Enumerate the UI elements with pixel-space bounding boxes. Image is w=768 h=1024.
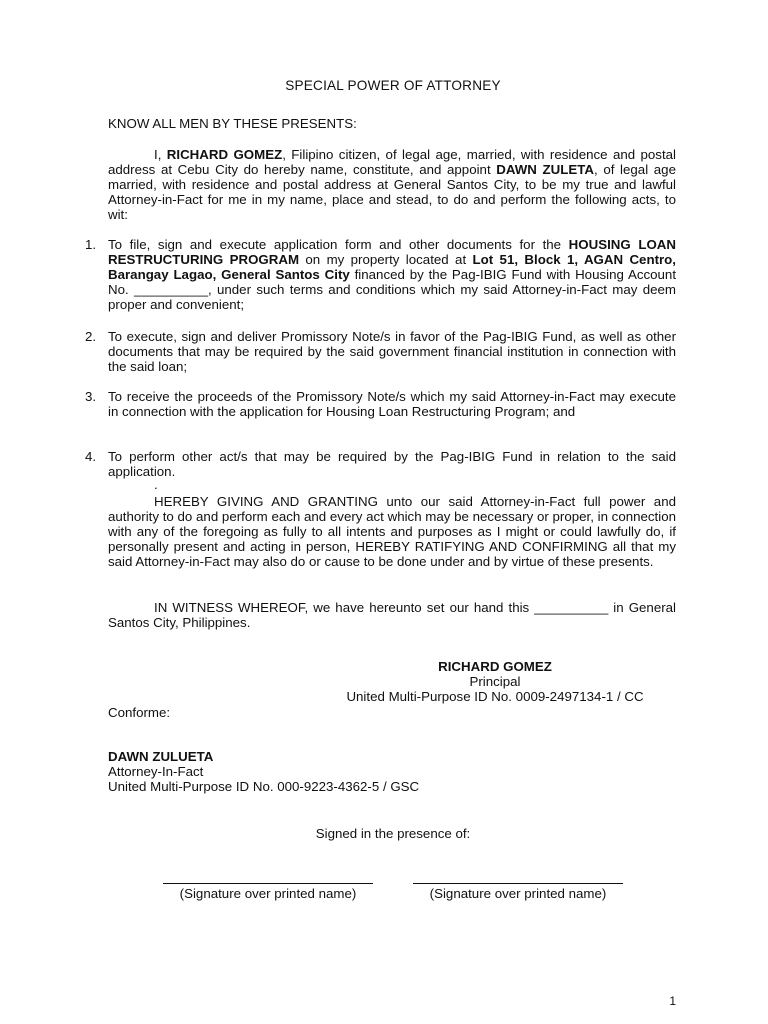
- attorney-name: DAWN ZULETA: [496, 162, 594, 178]
- presence-label: Signed in the presence of:: [315, 826, 471, 841]
- program-name: HOUSING LOAN RESTRUCTURING PROGRAM: [108, 237, 676, 268]
- item-text: on my property located at: [299, 252, 473, 268]
- list-item: To perform other act/s that may be required by the Pag-IBIG Fund in relation to the said application.: [108, 449, 676, 480]
- stray-mark: .: [154, 477, 158, 492]
- attorney-role: Attorney-In-Fact: [108, 764, 204, 780]
- principal-id: United Multi-Purpose ID No. 0009-2497134-1 / CC: [346, 689, 644, 705]
- witness-signature-line: [163, 883, 373, 884]
- witness-paragraph: IN WITNESS WHEREOF, we have hereunto set our hand this __________ in General Santos City, Philippines.: [108, 600, 676, 631]
- witness-signature-line: [413, 883, 623, 884]
- list-number: 2.: [85, 329, 97, 344]
- list-item: [108, 237, 676, 312]
- page-number: 1: [669, 994, 676, 1008]
- list-number: 4.: [85, 449, 97, 464]
- intro-text-3: , of legal age married, with residence and postal address at General Santos City, to be my true and lawful Attorney-in-Fact for me in my name, place and stead, to do and perform the following acts, to wit:: [108, 162, 676, 223]
- principal-role: Principal: [469, 674, 521, 690]
- list-item: To execute, sign and deliver Promissory Note/s in favor of the Pag-IBIG Fund, as well as other documents that may be required by the said government financial institution in connection with the said loan;: [108, 329, 676, 375]
- intro-paragraph: [108, 147, 676, 222]
- list-number: 1.: [85, 237, 97, 252]
- witness-caption: (Signature over printed name): [179, 886, 357, 901]
- intro-text-1: I,: [154, 147, 167, 162]
- principal-name: RICHARD GOMEZ: [166, 147, 283, 162]
- conforme-label: Conforme:: [108, 705, 171, 720]
- intro-text-2: , Filipino citizen, of legal age, married, with residence and postal address at Cebu City do hereby name, constitute, and appoint: [108, 147, 676, 178]
- list-number: 3.: [85, 389, 97, 404]
- item-text: To file, sign and execute application form and other documents for the: [108, 237, 569, 252]
- document-title: SPECIAL POWER OF ATTORNEY: [285, 78, 501, 93]
- principal-signature-block: [326, 659, 664, 704]
- item-text: financed by the Pag-IBIG Fund with Housing Account No. __________, under such terms and conditions which my said Attorney-in-Fact may deem proper and convenient;: [108, 267, 677, 313]
- witness-caption: (Signature over printed name): [429, 886, 607, 901]
- attorney-signature-name: DAWN ZULUETA: [108, 749, 214, 764]
- granting-paragraph: HEREBY GIVING AND GRANTING unto our said Attorney-in-Fact full power and authority to do and perform each and every act which may be necessary or proper, in connection with any of the foregoing as fully to all intents and purposes as I might or could lawfully do, if personally present and acting in person, HEREBY RATIFYING AND CONFIRMING all that my said Attorney-in-Fact may also do or cause to be done under and by virtue of these presents.: [108, 494, 676, 570]
- attorney-id: United Multi-Purpose ID No. 000-9223-4362-5 / GSC: [108, 779, 420, 795]
- principal-signature-name: RICHARD GOMEZ: [438, 659, 552, 674]
- property-location: Lot 51, Block 1, AGAN Centro, Barangay Lagao, General Santos City: [108, 252, 676, 283]
- opening-line: KNOW ALL MEN BY THESE PRESENTS:: [108, 116, 357, 131]
- list-item: To receive the proceeds of the Promissory Note/s which my said Attorney-in-Fact may execute in connection with the application for Housing Loan Restructuring Program; and: [108, 389, 676, 420]
- attorney-signature-block: [108, 749, 419, 794]
